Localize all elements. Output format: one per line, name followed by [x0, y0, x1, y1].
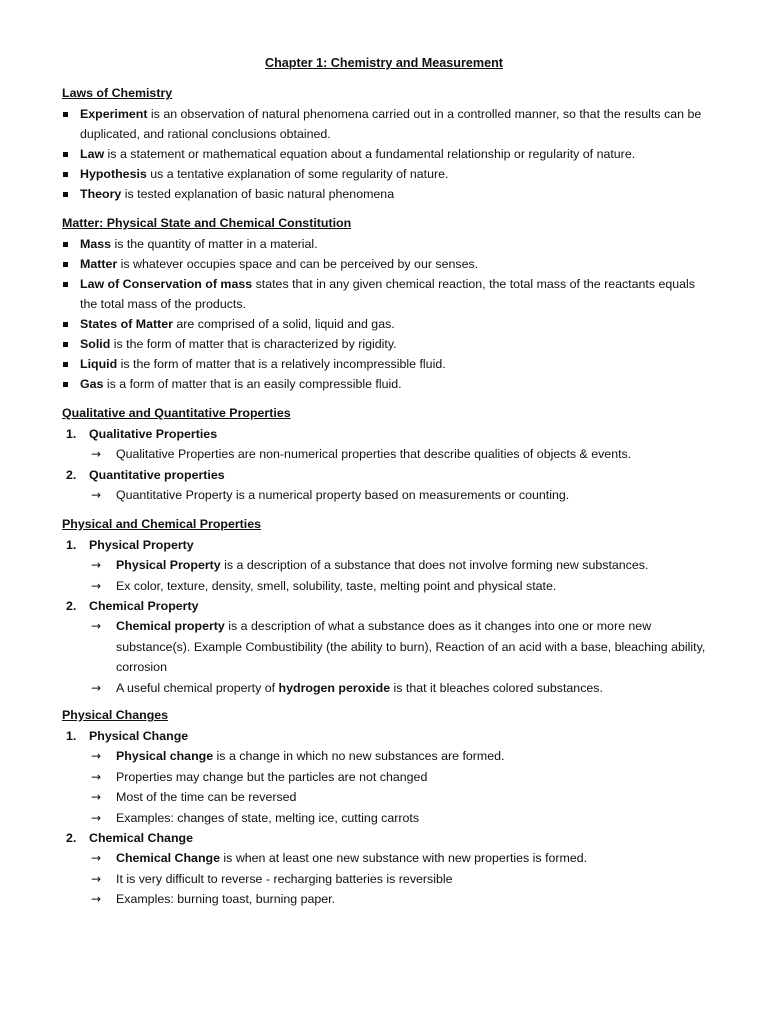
item-label: Chemical Property	[89, 599, 199, 613]
section-physical-changes	[62, 706, 712, 910]
arrow-list	[62, 848, 712, 910]
item-label: Qualitative Properties	[89, 427, 218, 441]
bullet-list	[62, 234, 712, 394]
section-heading: Physical Changes	[62, 708, 169, 722]
term: Mass	[80, 237, 111, 251]
term: Physical Property	[116, 558, 221, 572]
list-item	[62, 576, 712, 597]
list-item	[62, 869, 712, 890]
list-item	[62, 334, 712, 354]
numbered-item	[62, 828, 712, 848]
list-item	[62, 374, 712, 394]
item-number: 2.	[66, 831, 77, 845]
definition: Examples: burning toast, burning paper.	[116, 892, 336, 906]
list-item	[62, 184, 712, 204]
section-laws-of-chemistry	[62, 84, 712, 204]
definition: is an observation of natural phenomena carried out in a controlled manner, so that the results can be duplicated, and rational conclusions obtained.	[80, 107, 702, 141]
item-label: Physical Change	[89, 729, 189, 743]
definition: It is very difficult to reverse - recharging batteries is reversible	[116, 871, 453, 886]
list-item	[62, 234, 712, 254]
definition: is a description of a substance that does not involve forming new substances.	[220, 558, 649, 572]
definition: is a statement or mathematical equation about a fundamental relationship or regularity of nature.	[104, 147, 636, 161]
arrow-icon: →	[91, 487, 102, 502]
term: States of Matter	[80, 317, 173, 331]
list-item	[62, 616, 712, 678]
definition: is the form of matter that is characterized by rigidity.	[110, 337, 397, 351]
definition: Ex color, texture, density, smell, solubility, taste, melting point and physical state.	[116, 578, 557, 593]
term: Theory	[80, 187, 122, 201]
term: Chemical Change	[116, 851, 220, 865]
list-item	[62, 164, 712, 184]
arrow-icon: →	[91, 790, 102, 804]
list-item	[62, 767, 712, 788]
definition: states that in any given chemical reaction, the total mass of the reactants equals the total mass of the products.	[80, 277, 696, 311]
list-item	[62, 314, 712, 334]
term: Physical change	[116, 749, 214, 763]
list-item	[62, 444, 712, 465]
list-item	[62, 787, 712, 808]
arrow-icon: →	[91, 810, 102, 825]
arrow-icon: →	[91, 749, 102, 763]
numbered-item	[62, 424, 712, 444]
section-heading: Qualitative and Quantitative Properties	[62, 406, 291, 420]
definition: Quantitative Property is a numerical property based on measurements or counting.	[116, 487, 570, 502]
item-label: Chemical Change	[89, 831, 193, 845]
arrow-list	[62, 444, 712, 465]
term: Liquid	[80, 357, 118, 371]
numbered-item	[62, 726, 712, 746]
list-item	[62, 889, 712, 910]
section-heading: Physical and Chemical Properties	[62, 517, 262, 531]
definition: is a form of matter that is an easily compressible fluid.	[103, 377, 402, 391]
numbered-item	[62, 596, 712, 616]
item-label: Physical Property	[89, 538, 194, 552]
item-number: 2.	[66, 467, 77, 482]
definition: is when at least one new substance with new properties is formed.	[219, 851, 588, 865]
list-item	[62, 485, 712, 506]
term: Matter	[80, 257, 118, 271]
item-label: Quantitative properties	[89, 467, 225, 482]
list-item	[62, 354, 712, 374]
definition: is the quantity of matter in a material.	[111, 237, 318, 251]
definition: is whatever occupies space and can be perceived by our senses.	[117, 257, 479, 271]
list-item	[62, 274, 712, 314]
arrow-list	[62, 616, 712, 698]
section-matter	[62, 214, 712, 394]
item-number: 1.	[66, 427, 77, 441]
item-number: 1.	[66, 729, 77, 743]
arrow-icon: →	[91, 578, 102, 593]
definition: Most of the time can be reversed	[116, 790, 297, 804]
term: Experiment	[80, 107, 148, 121]
term: Law of Conservation of mass	[80, 277, 253, 291]
arrow-icon: →	[91, 769, 102, 784]
definition: is that it bleaches colored substances.	[390, 680, 603, 695]
definition: Properties may change but the particles are not changed	[116, 769, 428, 784]
section-physical-chemical-properties	[62, 515, 712, 698]
section-qualitative-quantitative	[62, 404, 712, 505]
definition: is a description of what a substance does as it changes into one or more new substance(s). Example Combustibility (the ability to burn), Reaction of an acid with a base, bleaching ability, corrosion	[116, 619, 706, 674]
definition: is tested explanation of basic natural phenomena	[121, 187, 395, 201]
section-heading: Matter: Physical State and Chemical Constitution	[62, 216, 352, 230]
term: hydrogen peroxide	[278, 680, 391, 695]
definition: A useful chemical property of	[116, 680, 279, 695]
list-item	[62, 254, 712, 274]
definition: is the form of matter that is a relatively incompressible fluid.	[117, 357, 446, 371]
item-number: 1.	[66, 538, 77, 552]
list-item	[62, 555, 712, 576]
arrow-icon: →	[91, 447, 102, 461]
definition: are comprised of a solid, liquid and gas.	[172, 317, 395, 331]
list-item	[62, 678, 712, 699]
term: Solid	[80, 337, 111, 351]
arrow-list	[62, 746, 712, 828]
term: Hypothesis	[80, 167, 147, 181]
definition: us a tentative explanation of some regularity of nature.	[146, 167, 449, 181]
arrow-icon: →	[91, 680, 102, 695]
list-item	[62, 746, 712, 767]
list-item	[62, 104, 712, 144]
arrow-icon: →	[91, 851, 102, 865]
term: Law	[80, 147, 105, 161]
item-number: 2.	[66, 599, 77, 613]
definition: is a change in which no new substances are formed.	[213, 749, 505, 763]
definition: Examples: changes of state, melting ice, cutting carrots	[116, 810, 420, 825]
numbered-item	[62, 535, 712, 555]
numbered-item	[62, 465, 712, 485]
term: Gas	[80, 377, 104, 391]
list-item	[62, 144, 712, 164]
section-heading: Laws of Chemistry	[62, 86, 173, 100]
arrow-icon: →	[91, 871, 102, 886]
definition: Qualitative Properties are non-numerical properties that describe qualities of objects & events.	[116, 447, 632, 461]
bullet-list	[62, 104, 712, 204]
list-item	[62, 848, 712, 869]
arrow-list	[62, 485, 712, 506]
list-item	[62, 808, 712, 829]
arrow-icon: →	[91, 558, 102, 572]
arrow-icon: →	[91, 619, 102, 633]
arrow-icon: →	[91, 892, 102, 906]
term: Chemical property	[116, 619, 225, 633]
arrow-list	[62, 555, 712, 596]
page-title: Chapter 1: Chemistry and Measurement	[265, 56, 503, 70]
